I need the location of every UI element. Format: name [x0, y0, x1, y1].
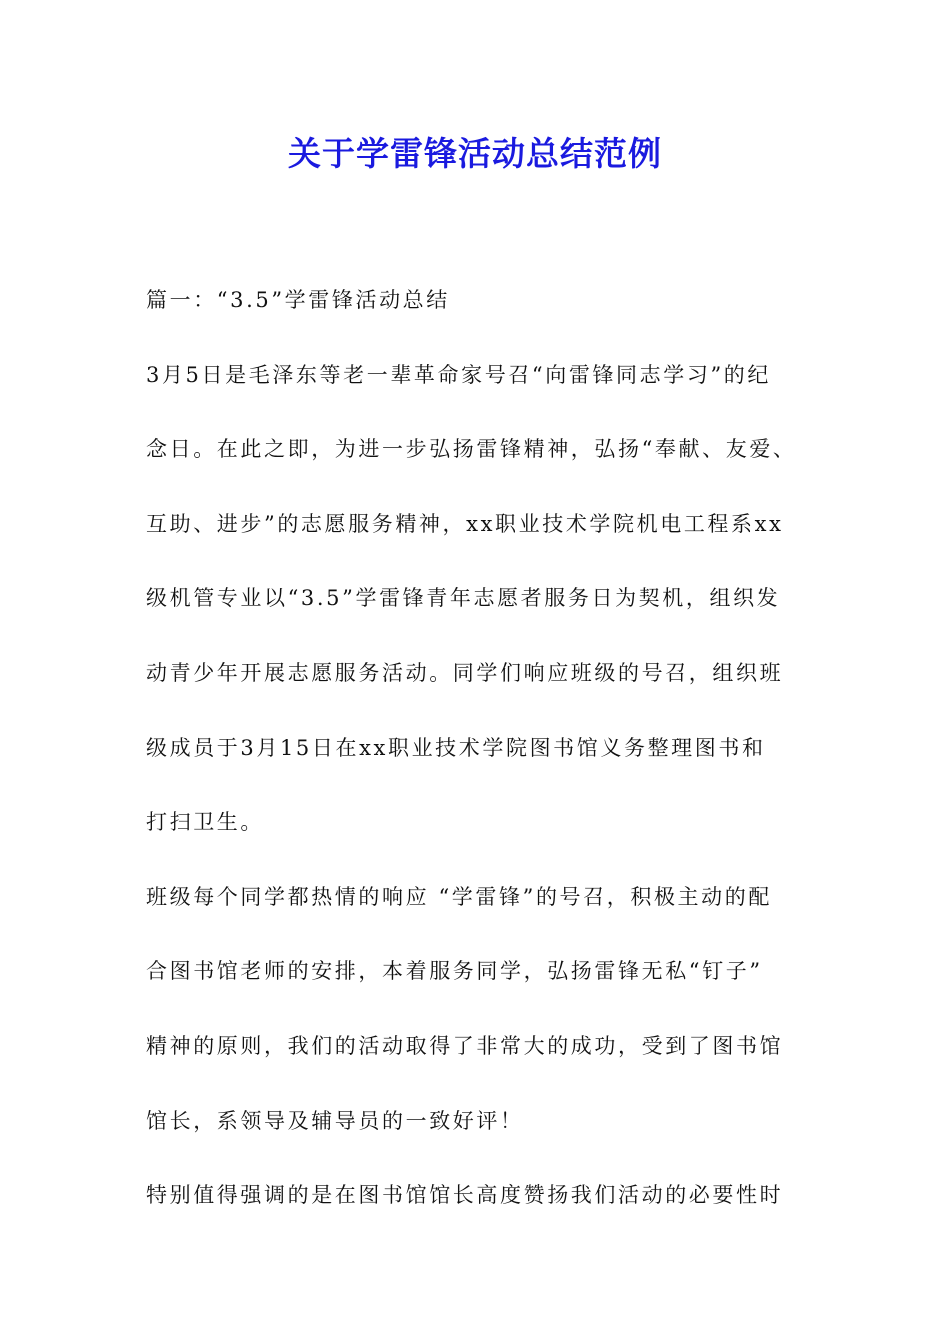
paragraph-line: 念日。在此之即，为进一步弘扬雷锋精神，弘扬“奉献、友爱、	[146, 437, 797, 462]
paragraph-line: 互助、进步”的志愿服务精神，xx职业技术学院机电工程系xx	[146, 511, 784, 536]
paragraph-line: 班级每个同学都热情的响应 “学雷锋”的号召，积极主动的配	[146, 884, 772, 909]
paragraph-line: 动青少年开展志愿服务活动。同学们响应班级的号召，组织班	[146, 660, 784, 685]
paragraph-line: 级机管专业以“3.5”学雷锋青年志愿者服务日为契机，组织发	[146, 586, 781, 611]
paragraph-line: 打扫卫生。	[146, 810, 264, 835]
paragraph-line: 3月5日是毛泽东等老一辈革命家号召“向雷锋同志学习”的纪	[146, 362, 771, 387]
document-title: 关于学雷锋活动总结范例	[288, 134, 662, 173]
paragraph-line: 精神的原则，我们的活动取得了非常大的成功，受到了图书馆	[146, 1033, 784, 1058]
paragraph-line: 馆长，系领导及辅导员的一致好评！	[146, 1108, 524, 1133]
document-body	[146, 263, 816, 1233]
section-heading: 篇一：“3.5”学雷锋活动总结	[146, 288, 450, 312]
paragraph-line: 级成员于3月15日在xx职业技术学院图书馆义务整理图书和	[146, 735, 766, 760]
paragraph-line: 特别值得强调的是在图书馆馆长高度赞扬我们活动的必要性时	[146, 1183, 784, 1208]
paragraph-line: 合图书馆老师的安排，本着服务同学，弘扬雷锋无私“钉子”	[146, 959, 763, 984]
